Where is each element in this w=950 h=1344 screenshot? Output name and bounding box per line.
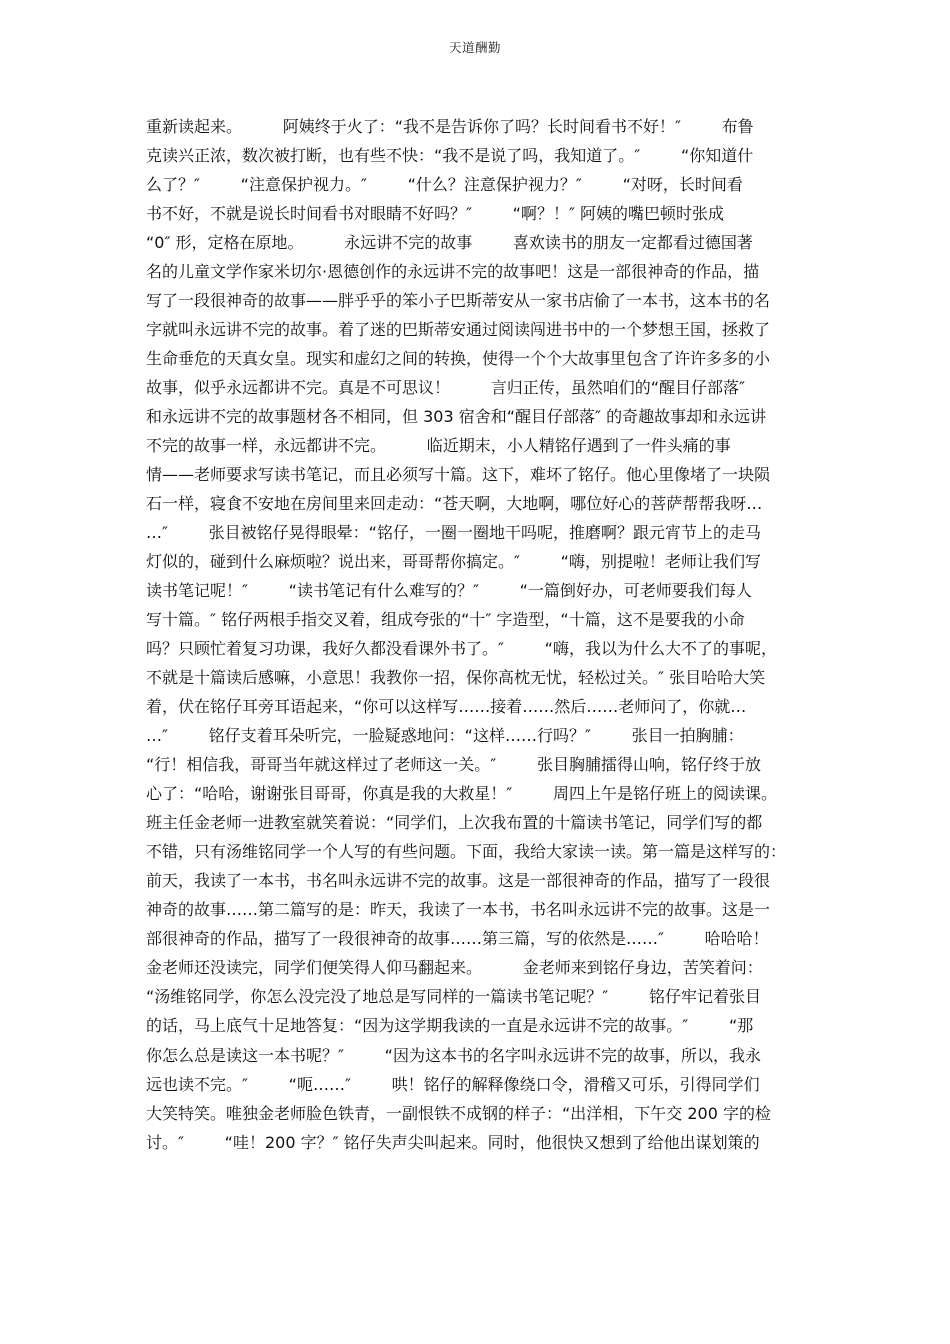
text-line: 和永远讲不完的故事题材各不相同，但 303 宿舍和“醒目仔部落″ 的奇趣故事却和永远讲 (146, 407, 767, 427)
text-line: 你怎么总是读这一本书呢？″ “因为这本书的名字叫永远讲不完的故事，所以，我永 (146, 1045, 761, 1065)
text-line: 神奇的故事……第二篇写的是：昨天，我读了一本书，书名叫永远讲不完的故事。这是一 (146, 900, 771, 920)
text-line: 字就叫永远讲不完的故事。着了迷的巴斯蒂安通过阅读闯进书中的一个梦想王国，拯救了 (146, 320, 771, 340)
text-line: 生命垂危的天真女皇。现实和虚幻之间的转换，使得一个个大故事里包含了许许多多的小 (146, 349, 771, 369)
text-line: 不就是十篇读后感嘛，小意思！我教你一招，保你高枕无忧，轻松过关。″ 张目哈哈大笑 (146, 668, 766, 688)
text-line: 的话，马上底气十足地答复：“因为这学期我读的一直是永远讲不完的故事。″ “那 (146, 1016, 754, 1036)
text-line: 吗？只顾忙着复习功课，我好久都没看课外书了。″ “嗨，我以为什么大不了的事呢， (146, 639, 777, 659)
text-line: 名的儿童文学作家米切尔·恩德创作的永远讲不完的故事吧！这是一部很神奇的作品，描 (146, 262, 760, 282)
text-line: “0″ 形，定格在原地。 永远讲不完的故事 喜欢读书的朋友一定都看过德国著 (146, 233, 753, 253)
text-line: “行！相信我，哥哥当年就这样过了老师这一关。″ 张目胸脯擂得山响，铭仔终于放 (146, 755, 761, 775)
text-line: 重新读起来。 阿姨终于火了：“我不是告诉你了吗？长时间看书不好！″ 布鲁 (146, 117, 754, 136)
text-line: 讨。″ “哇！200 字？″ 铭仔失声尖叫起来。同时，他很快又想到了给他出谋划策的 (146, 1132, 760, 1152)
text-line: 部很神奇的作品，描写了一段很神奇的故事……第三篇，写的依然是……″ 哈哈哈！ (146, 929, 769, 949)
text-line: 金老师还没读完，同学们便笑得人仰马翻起来。 金老师来到铭仔身边，苦笑着问： (146, 958, 763, 978)
text-line: 石一样，寝食不安地在房间里来回走动：“苍天啊，大地啊，哪位好心的菩萨帮帮我呀… (146, 494, 763, 514)
text-line: 情——老师要求写读书笔记，而且必须写十篇。这下，难坏了铭仔。他心里像堵了一块陨 (146, 465, 771, 485)
text-line: 远也读不完。″ “呃……″ 哄！铭仔的解释像绕口令，滑稽又可乐，引得同学们 (146, 1074, 760, 1094)
text-line: 灯似的，碰到什么麻烦啦？说出来，哥哥帮你搞定。″ “嗨，别提啦！老师让我们写 (146, 552, 761, 572)
body-text (146, 112, 816, 1157)
text-line: 不错，只有汤维铭同学一个人写的有些问题。下面，我给大家读一读。第一篇是这样写的： (146, 842, 787, 862)
text-line: 着，伏在铭仔耳旁耳语起来，“你可以这样写……接着……然后……老师问了，你就… (146, 697, 747, 717)
page-header: 天道酬勤 (448, 40, 501, 55)
text-line: 读书笔记呢！″ “读书笔记有什么难写的？″ “一篇倒好办，可老师要我们每人 (146, 581, 752, 601)
text-line: 前天，我读了一本书，书名叫永远讲不完的故事。这是一部很神奇的作品，描写了一段很 (146, 871, 771, 891)
text-line: 克读兴正浓，数次被打断，也有些不快：“我不是说了吗，我知道了。″ “你知道什 (146, 146, 754, 166)
text-line: …″ 张目被铭仔晃得眼晕：“铭仔，一圈一圈地干吗呢，推磨啊？跟元宵节上的走马 (146, 523, 761, 543)
text-line: 写了一段很神奇的故事——胖乎乎的笨小子巴斯蒂安从一家书店偷了一本书，这本书的名 (146, 291, 771, 311)
text-line: 大笑特笑。唯独金老师脸色铁青，一副恨铁不成钢的样子：“出洋相，下午交 200 字的检 (146, 1103, 772, 1123)
text-line: 写十篇。″ 铭仔两根手指交叉着，组成夸张的“十″ 字造型，“十篇，这不是要我的小命 (146, 610, 745, 630)
text-line: …″ 铭仔支着耳朵听完，一脸疑惑地问：“这样……行吗？″ 张目一拍胸脯： (146, 726, 744, 746)
text-line: 书不好，不就是说长时间看书对眼睛不好吗？″ “啊？！″ 阿姨的嘴巴顿时张成 (146, 204, 725, 224)
text-line: 班主任金老师一进教室就笑着说：“同学们，上次我布置的十篇读书笔记，同学们写的都 (146, 813, 763, 833)
text-line: 心了：“哈哈，谢谢张目哥哥，你真是我的大救星！″ 周四上午是铭仔班上的阅读课。 (146, 784, 777, 804)
text-line: 么了？″ “注意保护视力。″ “什么？注意保护视力？″ “对呀，长时间看 (146, 175, 743, 195)
text-line: “汤维铭同学，你怎么没完没了地总是写同样的一篇读书笔记呢？″ 铭仔牢记着张目 (146, 987, 761, 1007)
text-line: 故事，似乎永远都讲不完。真是不可思议！ 言归正传，虽然咱们的“醒目仔部落″ (146, 378, 745, 398)
text-line: 不完的故事一样，永远都讲不完。 临近期末，小人精铭仔遇到了一件头痛的事 (146, 436, 731, 456)
